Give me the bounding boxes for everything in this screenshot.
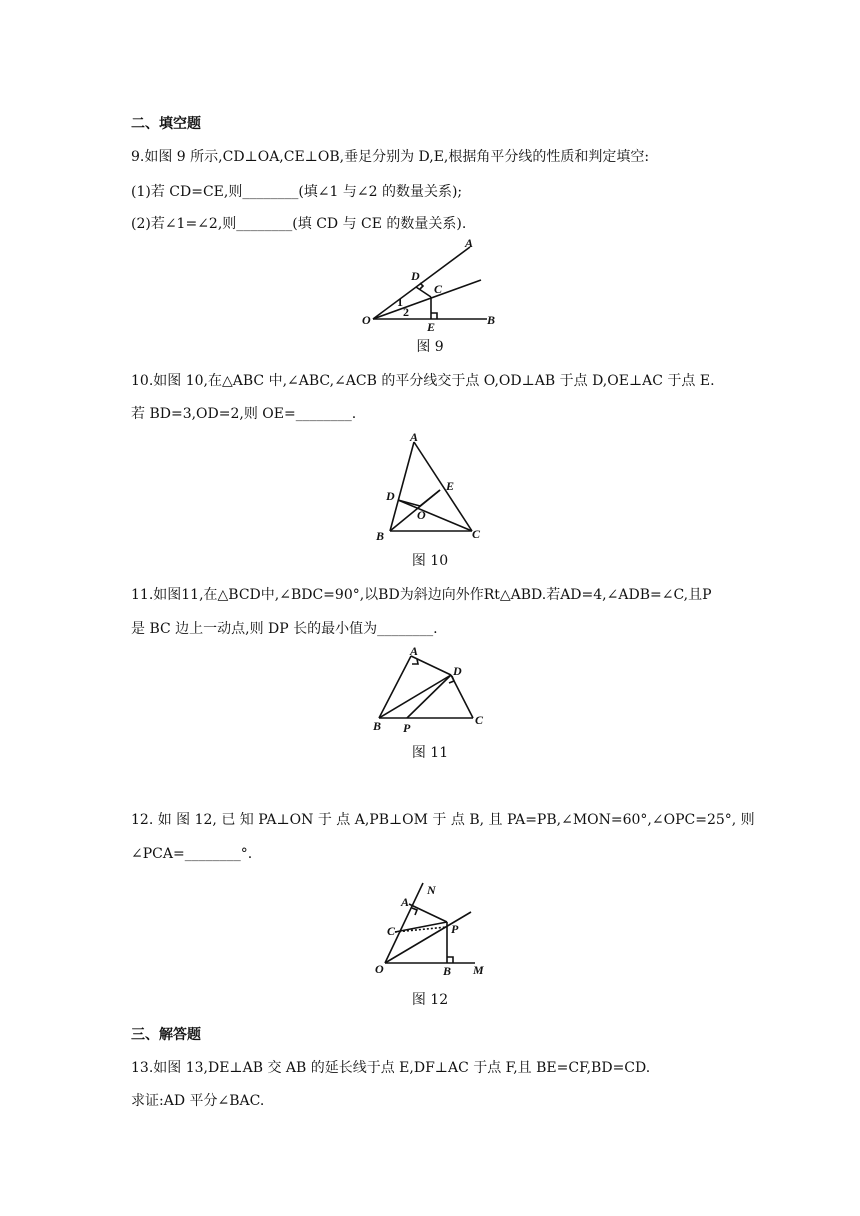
q11-line-2: 是 BC 边上一动点,则 DP 长的最小值为________. [131,621,438,637]
q12-line-2: ∠PCA=________°. [131,846,253,862]
q12-line-1: 12. 如 图 12, 已 知 PA⊥ON 于 点 A,PB⊥OM 于 点 B, 且 PA=PB,∠MON=60°,∠OPC=25°, 则 [131,812,755,828]
q12-label-A: A [401,895,410,909]
q13-line-2: 求证:AD 平分∠BAC. [131,1093,265,1109]
q12-label-M: M [473,963,484,977]
q12-label-P: P [451,922,459,936]
q9-line-2: (1)若 CD=CE,则________(填∠1 与∠2 的数量关系); [131,184,463,200]
q12-label-O: O [375,962,384,976]
q9-line-3: (2)若∠1=∠2,则________(填 CD 与 CE 的数量关系). [131,216,467,232]
q9-label-1: 1 [397,295,403,309]
q9-label-E: E [427,320,436,334]
q10-label-O: O [417,508,426,522]
q9-label-A: A [465,238,474,250]
q10-line-2: 若 BD=3,OD=2,则 OE=________. [131,406,357,422]
q11-label-A: A [410,644,419,658]
figure-11 [365,642,495,740]
q11-label-B: B [373,719,382,733]
q10-caption: 图 10 [411,553,449,569]
q12-label-N: N [427,883,436,897]
q12-label-B: B [443,964,452,978]
q9-line-1: 9.如图 9 所示,CD⊥OA,CE⊥OB,垂足分别为 D,E,根据角平分线的性质和判定填空: [131,149,650,165]
figure-10 [370,428,490,546]
q10-label-E: E [446,479,455,493]
q13-line-1: 13.如图 13,DE⊥AB 交 AB 的延长线于点 E,DF⊥AC 于点 F,且 BE=CF,BD=CD. [131,1060,651,1076]
q10-line-1: 10.如图 10,在△ABC 中,∠ABC,∠ACB 的平分线交于点 O,OD⊥AB 于点 D,OE⊥AC 于点 E. [131,373,715,389]
q9-label-O: O [362,313,371,327]
q12-label-C: C [387,924,396,938]
q12-caption: 图 12 [411,992,449,1008]
q10-label-A: A [410,430,419,444]
q11-label-C: C [475,713,484,727]
q11-label-P: P [403,721,411,735]
q9-label-C: C [434,282,443,296]
q11-line-1: 11.如图11,在△BCD中,∠BDC=90°,以BD为斜边向外作Rt△ABD.若AD=4,∠ADB=∠C,且P [131,587,712,603]
q9-label-B: B [487,313,496,327]
q9-caption: 图 9 [416,339,444,355]
q10-label-C: C [472,527,481,541]
section-heading-answer: 三、解答题 [131,1027,201,1043]
figure-9 [355,238,515,338]
q9-label-2: 2 [403,305,409,319]
q11-label-D: D [453,664,462,678]
figure-12 [365,875,495,980]
q10-label-D: D [386,489,395,503]
section-heading-fill-blank: 二、填空题 [131,116,201,132]
q9-label-D: D [411,269,420,283]
q11-caption: 图 11 [411,745,449,761]
q10-label-B: B [376,529,385,543]
